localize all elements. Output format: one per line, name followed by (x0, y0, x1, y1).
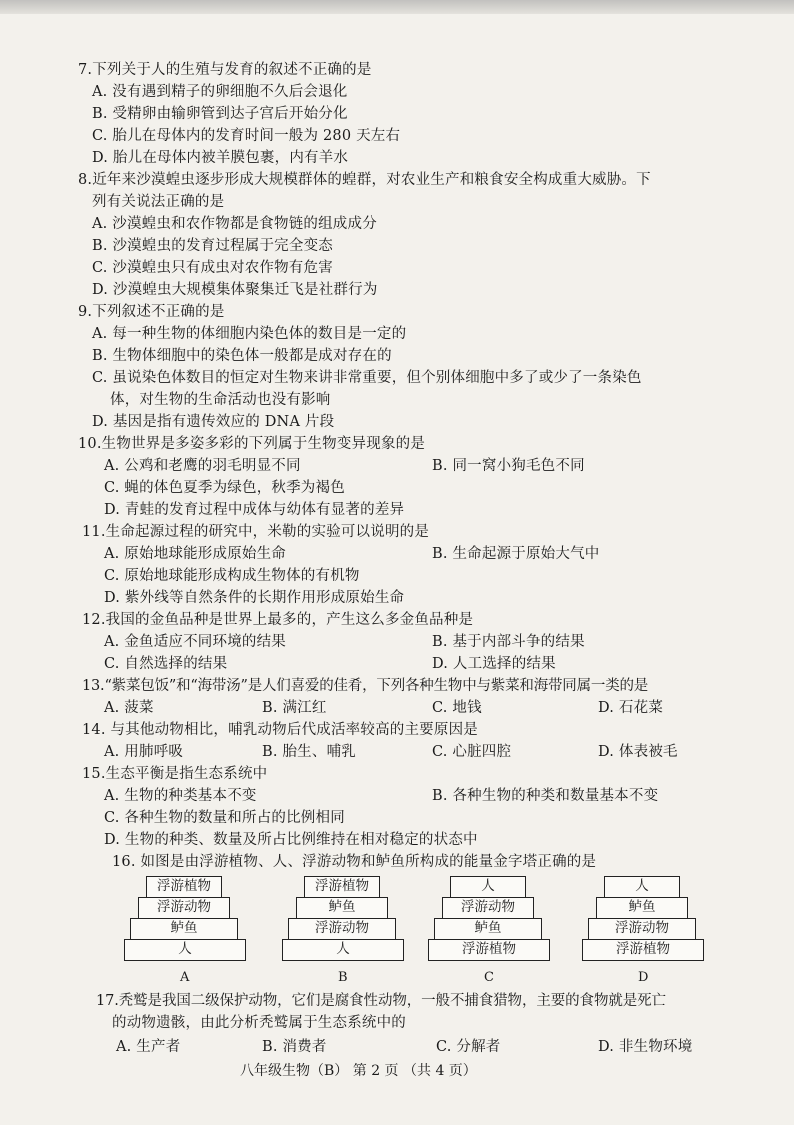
q8-option-a: A. 沙漠蝗虫和农作物都是食物链的组成成分 (92, 216, 377, 232)
q9-option-c: C. 虽说染色体数目的恒定对生物来讲非常重要，但个别体细胞中多了或少了一条染色 (92, 370, 642, 386)
pyramid-d-tier-1: 人 (604, 876, 680, 898)
q17-option-d: D. 非生物环境 (598, 1039, 693, 1055)
q15-option-c: C. 各种生物的数量和所占的比例相同 (104, 810, 345, 826)
question-12-stem: 12.我国的金鱼品种是世界上最多的，产生这么多金鱼品种是 (82, 612, 474, 628)
q9-option-c-cont: 体，对生物的生命活动也没有影响 (110, 392, 331, 408)
pyramid-a-tier-3: 鲈鱼 (130, 918, 238, 940)
q7-option-a: A. 没有遇到精子的卵细胞不久后会退化 (92, 84, 348, 100)
pyramid-c-tier-2: 浮游动物 (442, 897, 534, 919)
pyramid-d-tier-2: 鲈鱼 (596, 897, 688, 919)
pyramid-c-tier-1: 人 (450, 876, 526, 898)
q17-option-c: C. 分解者 (436, 1039, 501, 1055)
q8-option-b: B. 沙漠蝗虫的发育过程属于完全变态 (92, 238, 333, 254)
question-13-stem: 13.“紫菜包饭”和“海带汤”是人们喜爱的佳肴，下列各种生物中与紫菜和海带同属一类的是 (82, 678, 649, 694)
q15-option-b: B. 各种生物的种类和数量基本不变 (432, 788, 659, 804)
q10-option-d: D. 青蛙的发育过程中成体与幼体有显著的差异 (104, 502, 405, 518)
scan-edge (0, 0, 794, 14)
question-8-stem-cont: 列有关说法正确的是 (92, 194, 225, 210)
pyramid-a-tier-4: 人 (124, 939, 246, 961)
q10-option-a: A. 公鸡和老鹰的羽毛明显不同 (104, 458, 301, 474)
question-11-stem: 11.生命起源过程的研究中，米勒的实验可以说明的是 (82, 524, 430, 540)
question-16-stem: 16. 如图是由浮游植物、人、浮游动物和鲈鱼所构成的能量金字塔正确的是 (112, 854, 597, 870)
q17-option-a: A. 生产者 (116, 1039, 181, 1055)
q12-option-a: A. 金鱼适应不同环境的结果 (104, 634, 286, 650)
q11-option-b: B. 生命起源于原始大气中 (432, 546, 600, 562)
pyramid-c-label: C (484, 970, 494, 985)
pyramid-a-label: A (180, 970, 190, 985)
q8-option-d: D. 沙漠蝗虫大规模集体聚集迁飞是社群行为 (92, 282, 378, 298)
question-14-stem: 14. 与其他动物相比，哺乳动物后代成活率较高的主要原因是 (82, 722, 478, 738)
question-17-stem: 17.秃鹫是我国二级保护动物，它们是腐食性动物，一般不捕食猎物，主要的食物就是死亡 (96, 993, 666, 1009)
q10-option-b: B. 同一窝小狗毛色不同 (432, 458, 585, 474)
question-15-stem: 15.生态平衡是指生态系统中 (82, 766, 268, 782)
page-footer: 八年级生物（B） 第 2 页 （共 4 页） (240, 1063, 477, 1079)
pyramid-a-tier-1: 浮游植物 (146, 876, 222, 898)
q7-option-c: C. 胎儿在母体内的发育时间一般为 280 天左右 (92, 128, 401, 144)
q14-option-a: A. 用肺呼吸 (104, 744, 184, 760)
pyramid-d (582, 876, 706, 988)
q13-option-d: D. 石花菜 (598, 700, 664, 716)
pyramid-d-label: D (638, 970, 649, 985)
question-9-stem: 9.下列叙述不正确的是 (78, 304, 225, 320)
pyramid-b-tier-1: 浮游植物 (304, 876, 380, 898)
q7-option-d: D. 胎儿在母体内被羊膜包裹，内有羊水 (92, 150, 349, 166)
q9-option-a: A. 每一种生物的体细胞内染色体的数目是一定的 (92, 326, 407, 342)
q12-option-c: C. 自然选择的结果 (104, 656, 228, 672)
q10-option-c: C. 蝇的体色夏季为绿色，秋季为褐色 (104, 480, 345, 496)
question-17-stem-cont: 的动物遗骸，由此分析秃鹫属于生态系统中的 (112, 1015, 406, 1031)
q13-option-b: B. 满江红 (262, 700, 327, 716)
q13-option-a: A. 菠菜 (104, 700, 154, 716)
pyramid-b-tier-2: 鲈鱼 (296, 897, 388, 919)
pyramid-b (282, 876, 406, 988)
question-10-stem: 10.生物世界是多姿多彩的下列属于生物变异现象的是 (78, 436, 426, 452)
q14-option-c: C. 心脏四腔 (432, 744, 512, 760)
q9-option-b: B. 生物体细胞中的染色体一般都是成对存在的 (92, 348, 392, 364)
q12-option-b: B. 基于内部斗争的结果 (432, 634, 585, 650)
q14-option-d: D. 体表被毛 (598, 744, 678, 760)
q14-option-b: B. 胎生、哺乳 (262, 744, 356, 760)
question-8-stem: 8.近年来沙漠蝗虫逐步形成大规模群体的蝗群，对农业生产和粮食安全构成重大威胁。下 (78, 172, 651, 188)
q15-option-d: D. 生物的种类、数量及所占比例维持在相对稳定的状态中 (104, 832, 478, 848)
pyramid-a (124, 876, 248, 988)
q11-option-a: A. 原始地球能形成原始生命 (104, 546, 286, 562)
pyramid-c (428, 876, 552, 988)
pyramid-c-tier-3: 鲈鱼 (434, 918, 542, 940)
pyramid-b-tier-4: 人 (282, 939, 404, 961)
q8-option-c: C. 沙漠蝗虫只有成虫对农作物有危害 (92, 260, 333, 276)
pyramid-b-tier-3: 浮游动物 (288, 918, 396, 940)
pyramid-a-tier-2: 浮游动物 (138, 897, 230, 919)
pyramid-d-tier-4: 浮游植物 (582, 939, 704, 961)
q13-option-c: C. 地钱 (432, 700, 482, 716)
pyramid-c-tier-4: 浮游植物 (428, 939, 550, 961)
pyramid-d-tier-3: 浮游动物 (588, 918, 696, 940)
q17-option-b: B. 消费者 (262, 1039, 327, 1055)
q7-option-b: B. 受精卵由输卵管到达子宫后开始分化 (92, 106, 348, 122)
q15-option-a: A. 生物的种类基本不变 (104, 788, 257, 804)
q11-option-c: C. 原始地球能形成构成生物体的有机物 (104, 568, 360, 584)
pyramid-b-label: B (338, 970, 348, 985)
q12-option-d: D. 人工选择的结果 (432, 656, 556, 672)
question-7-stem: 7.下列关于人的生殖与发育的叙述不正确的是 (78, 62, 372, 78)
q11-option-d: D. 紫外线等自然条件的长期作用形成原始生命 (104, 590, 405, 606)
q9-option-d: D. 基因是指有遗传效应的 DNA 片段 (92, 414, 335, 430)
